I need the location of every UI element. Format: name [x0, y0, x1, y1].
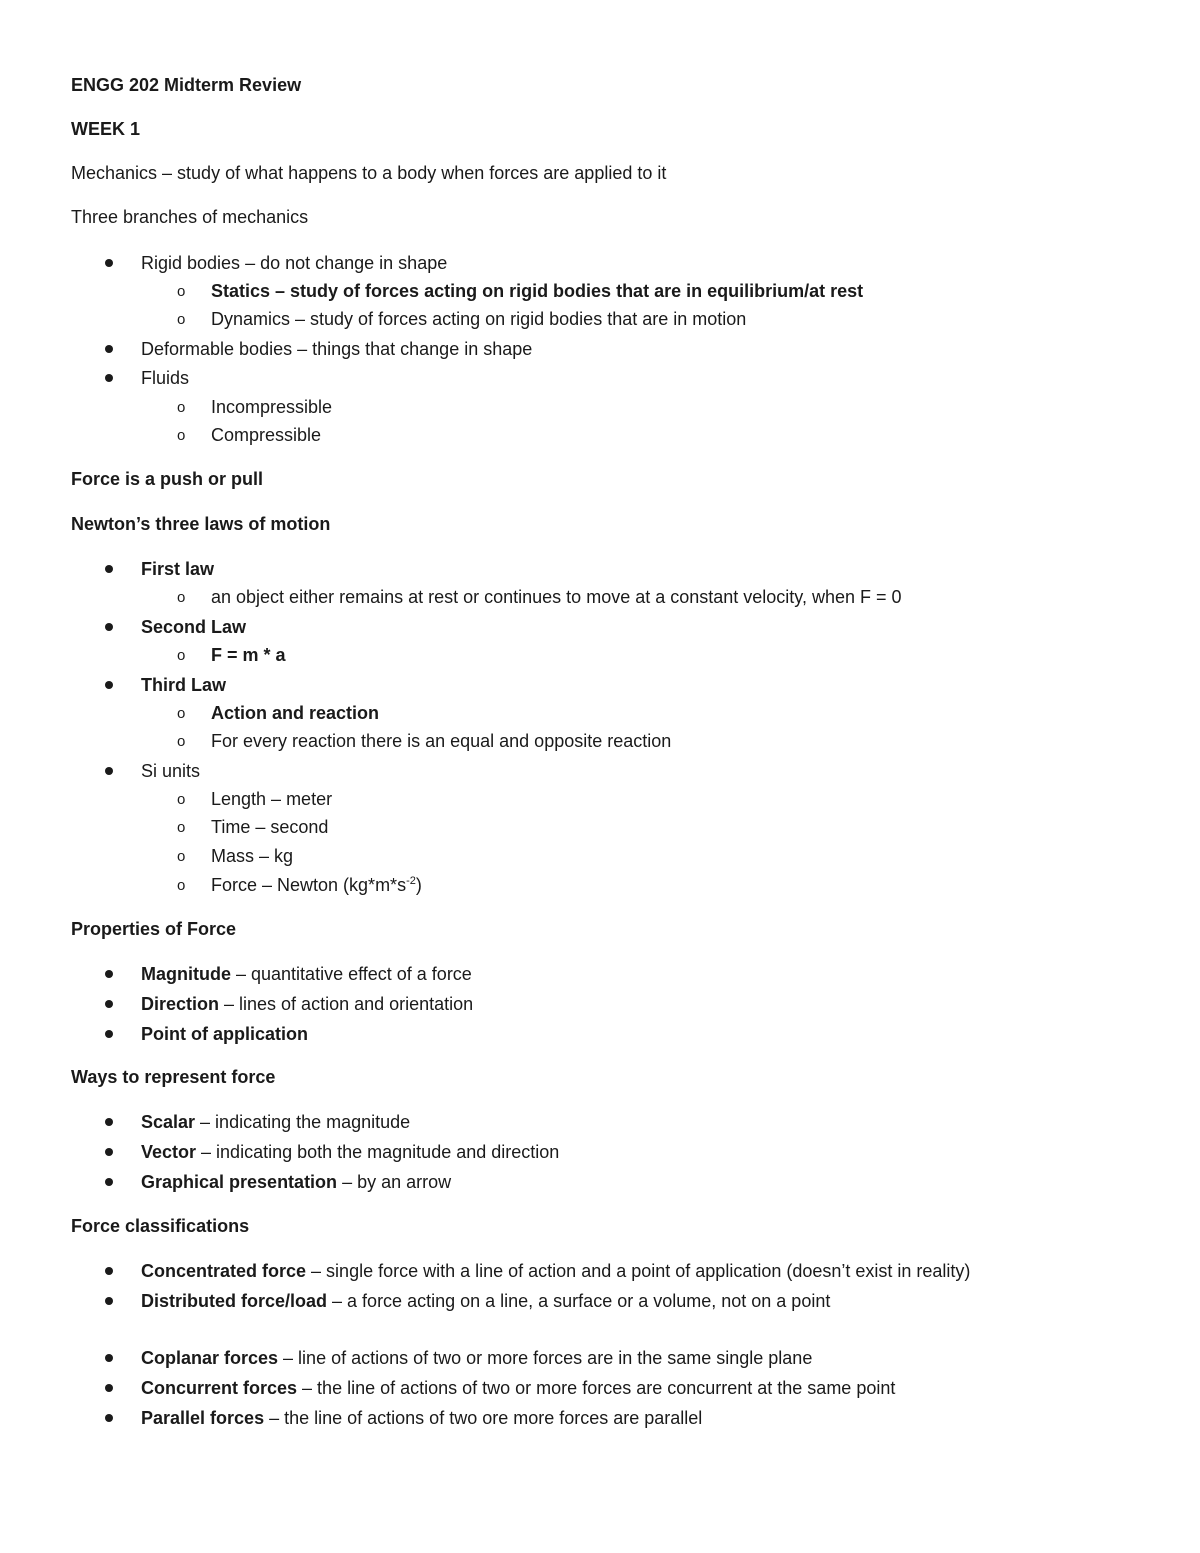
sub-bullet-icon: o [177, 589, 186, 606]
bullet-icon [105, 1030, 113, 1038]
bullet-icon [105, 1148, 113, 1156]
bullet-icon [105, 681, 113, 689]
classification-term: Concurrent forces [141, 1378, 298, 1398]
way-item [141, 1171, 451, 1193]
bullet-icon [105, 565, 113, 573]
fluid-incompressible: Incompressible [211, 397, 333, 417]
si-force-close: ) [415, 875, 422, 895]
classification-item [141, 1260, 970, 1282]
sub-bullet-icon: o [177, 733, 186, 750]
classification-term: Parallel forces [141, 1408, 265, 1428]
doc-title: ENGG 202 Midterm Review [71, 75, 302, 95]
property-term: Point of application [141, 1024, 308, 1044]
mechanics-definition: Mechanics – study of what happens to a body when forces are applied to it [71, 163, 667, 183]
si-length: Length – meter [211, 789, 333, 809]
way-item [141, 1111, 410, 1133]
bullet-icon [105, 1267, 113, 1275]
property-item [141, 993, 473, 1015]
bullet-icon [105, 345, 113, 353]
way-term: Graphical presentation [141, 1172, 338, 1192]
bullet-icon [105, 1118, 113, 1126]
si-units: Si units [141, 761, 201, 781]
classification-item [141, 1290, 830, 1312]
classification-desc: – line of actions of two or more forces are in the same single plane [278, 1348, 813, 1368]
sub-bullet-icon: o [177, 791, 186, 808]
sub-bullet-icon: o [177, 399, 186, 416]
newton-heading: Newton’s three laws of motion [71, 514, 331, 534]
sub-bullet-icon: o [177, 705, 186, 722]
si-time: Time – second [211, 817, 329, 837]
property-desc: – quantitative effect of a force [231, 964, 472, 984]
newton-third: Third Law [141, 675, 226, 695]
bullet-icon [105, 1297, 113, 1305]
newton-second-desc: F = m * a [211, 645, 286, 665]
classifications-heading: Force classifications [71, 1216, 250, 1236]
sub-bullet-icon: o [177, 819, 186, 836]
way-desc: – by an arrow [337, 1172, 452, 1192]
property-term: Magnitude [141, 964, 231, 984]
branch-deformable: Deformable bodies – things that change in shape [141, 339, 533, 359]
property-term: Direction [141, 994, 220, 1014]
si-mass: Mass – kg [211, 846, 294, 866]
fluid-compressible: Compressible [211, 425, 322, 445]
bullet-icon [105, 1414, 113, 1422]
sub-bullet-icon: o [177, 427, 186, 444]
classification-desc: – the line of actions of two ore more forces are parallel [264, 1408, 703, 1428]
way-term: Scalar [141, 1112, 196, 1132]
way-desc: – indicating the magnitude [195, 1112, 411, 1132]
sub-bullet-icon: o [177, 848, 186, 865]
classification-desc: – single force with a line of action and a point of application (doesn’t exist in reality) [306, 1261, 971, 1281]
branch-statics: Statics – study of forces acting on rigid bodies that are in equilibrium/at rest [211, 281, 864, 301]
bullet-icon [105, 1354, 113, 1362]
classification-desc: – the line of actions of two or more forces are concurrent at the same point [297, 1378, 896, 1398]
si-force [211, 874, 422, 896]
bullet-icon [105, 1000, 113, 1008]
bullet-icon [105, 767, 113, 775]
way-item [141, 1141, 559, 1163]
ways-heading: Ways to represent force [71, 1067, 276, 1087]
newton-third-b: For every reaction there is an equal and opposite reaction [211, 731, 672, 751]
newton-third-a: Action and reaction [211, 703, 380, 723]
newton-first-desc: an object either remains at rest or continues to move at a constant velocity, when F = 0 [211, 587, 902, 607]
property-item [141, 963, 472, 985]
way-term: Vector [141, 1142, 197, 1162]
sub-bullet-icon: o [177, 311, 186, 328]
branches-heading: Three branches of mechanics [71, 207, 309, 227]
newton-second: Second Law [141, 617, 247, 637]
bullet-icon [105, 1178, 113, 1186]
classification-desc: – a force acting on a line, a surface or a volume, not on a point [327, 1291, 831, 1311]
bullet-icon [105, 259, 113, 267]
bullet-icon [105, 623, 113, 631]
property-item [141, 1023, 308, 1045]
classification-term: Concentrated force [141, 1261, 307, 1281]
sub-bullet-icon: o [177, 877, 186, 894]
force-definition: Force is a push or pull [71, 469, 264, 489]
branch-fluids: Fluids [141, 368, 190, 388]
way-desc: – indicating both the magnitude and direction [196, 1142, 560, 1162]
branch-dynamics: Dynamics – study of forces acting on rigid bodies that are in motion [211, 309, 747, 329]
sub-bullet-icon: o [177, 647, 186, 664]
bullet-icon [105, 1384, 113, 1392]
branch-rigid: Rigid bodies – do not change in shape [141, 253, 448, 273]
properties-heading: Properties of Force [71, 919, 237, 939]
classification-term: Distributed force/load [141, 1291, 328, 1311]
newton-first: First law [141, 559, 215, 579]
classification-item [141, 1407, 702, 1429]
classification-item [141, 1347, 812, 1369]
si-force-text: Force – Newton (kg*m*s [211, 875, 407, 895]
bullet-icon [105, 374, 113, 382]
classification-item [141, 1377, 895, 1399]
sub-bullet-icon: o [177, 283, 186, 300]
bullet-icon [105, 970, 113, 978]
property-desc: – lines of action and orientation [219, 994, 474, 1014]
si-force-exponent: -2 [406, 875, 416, 887]
classification-term: Coplanar forces [141, 1348, 279, 1368]
week-heading: WEEK 1 [71, 119, 141, 139]
